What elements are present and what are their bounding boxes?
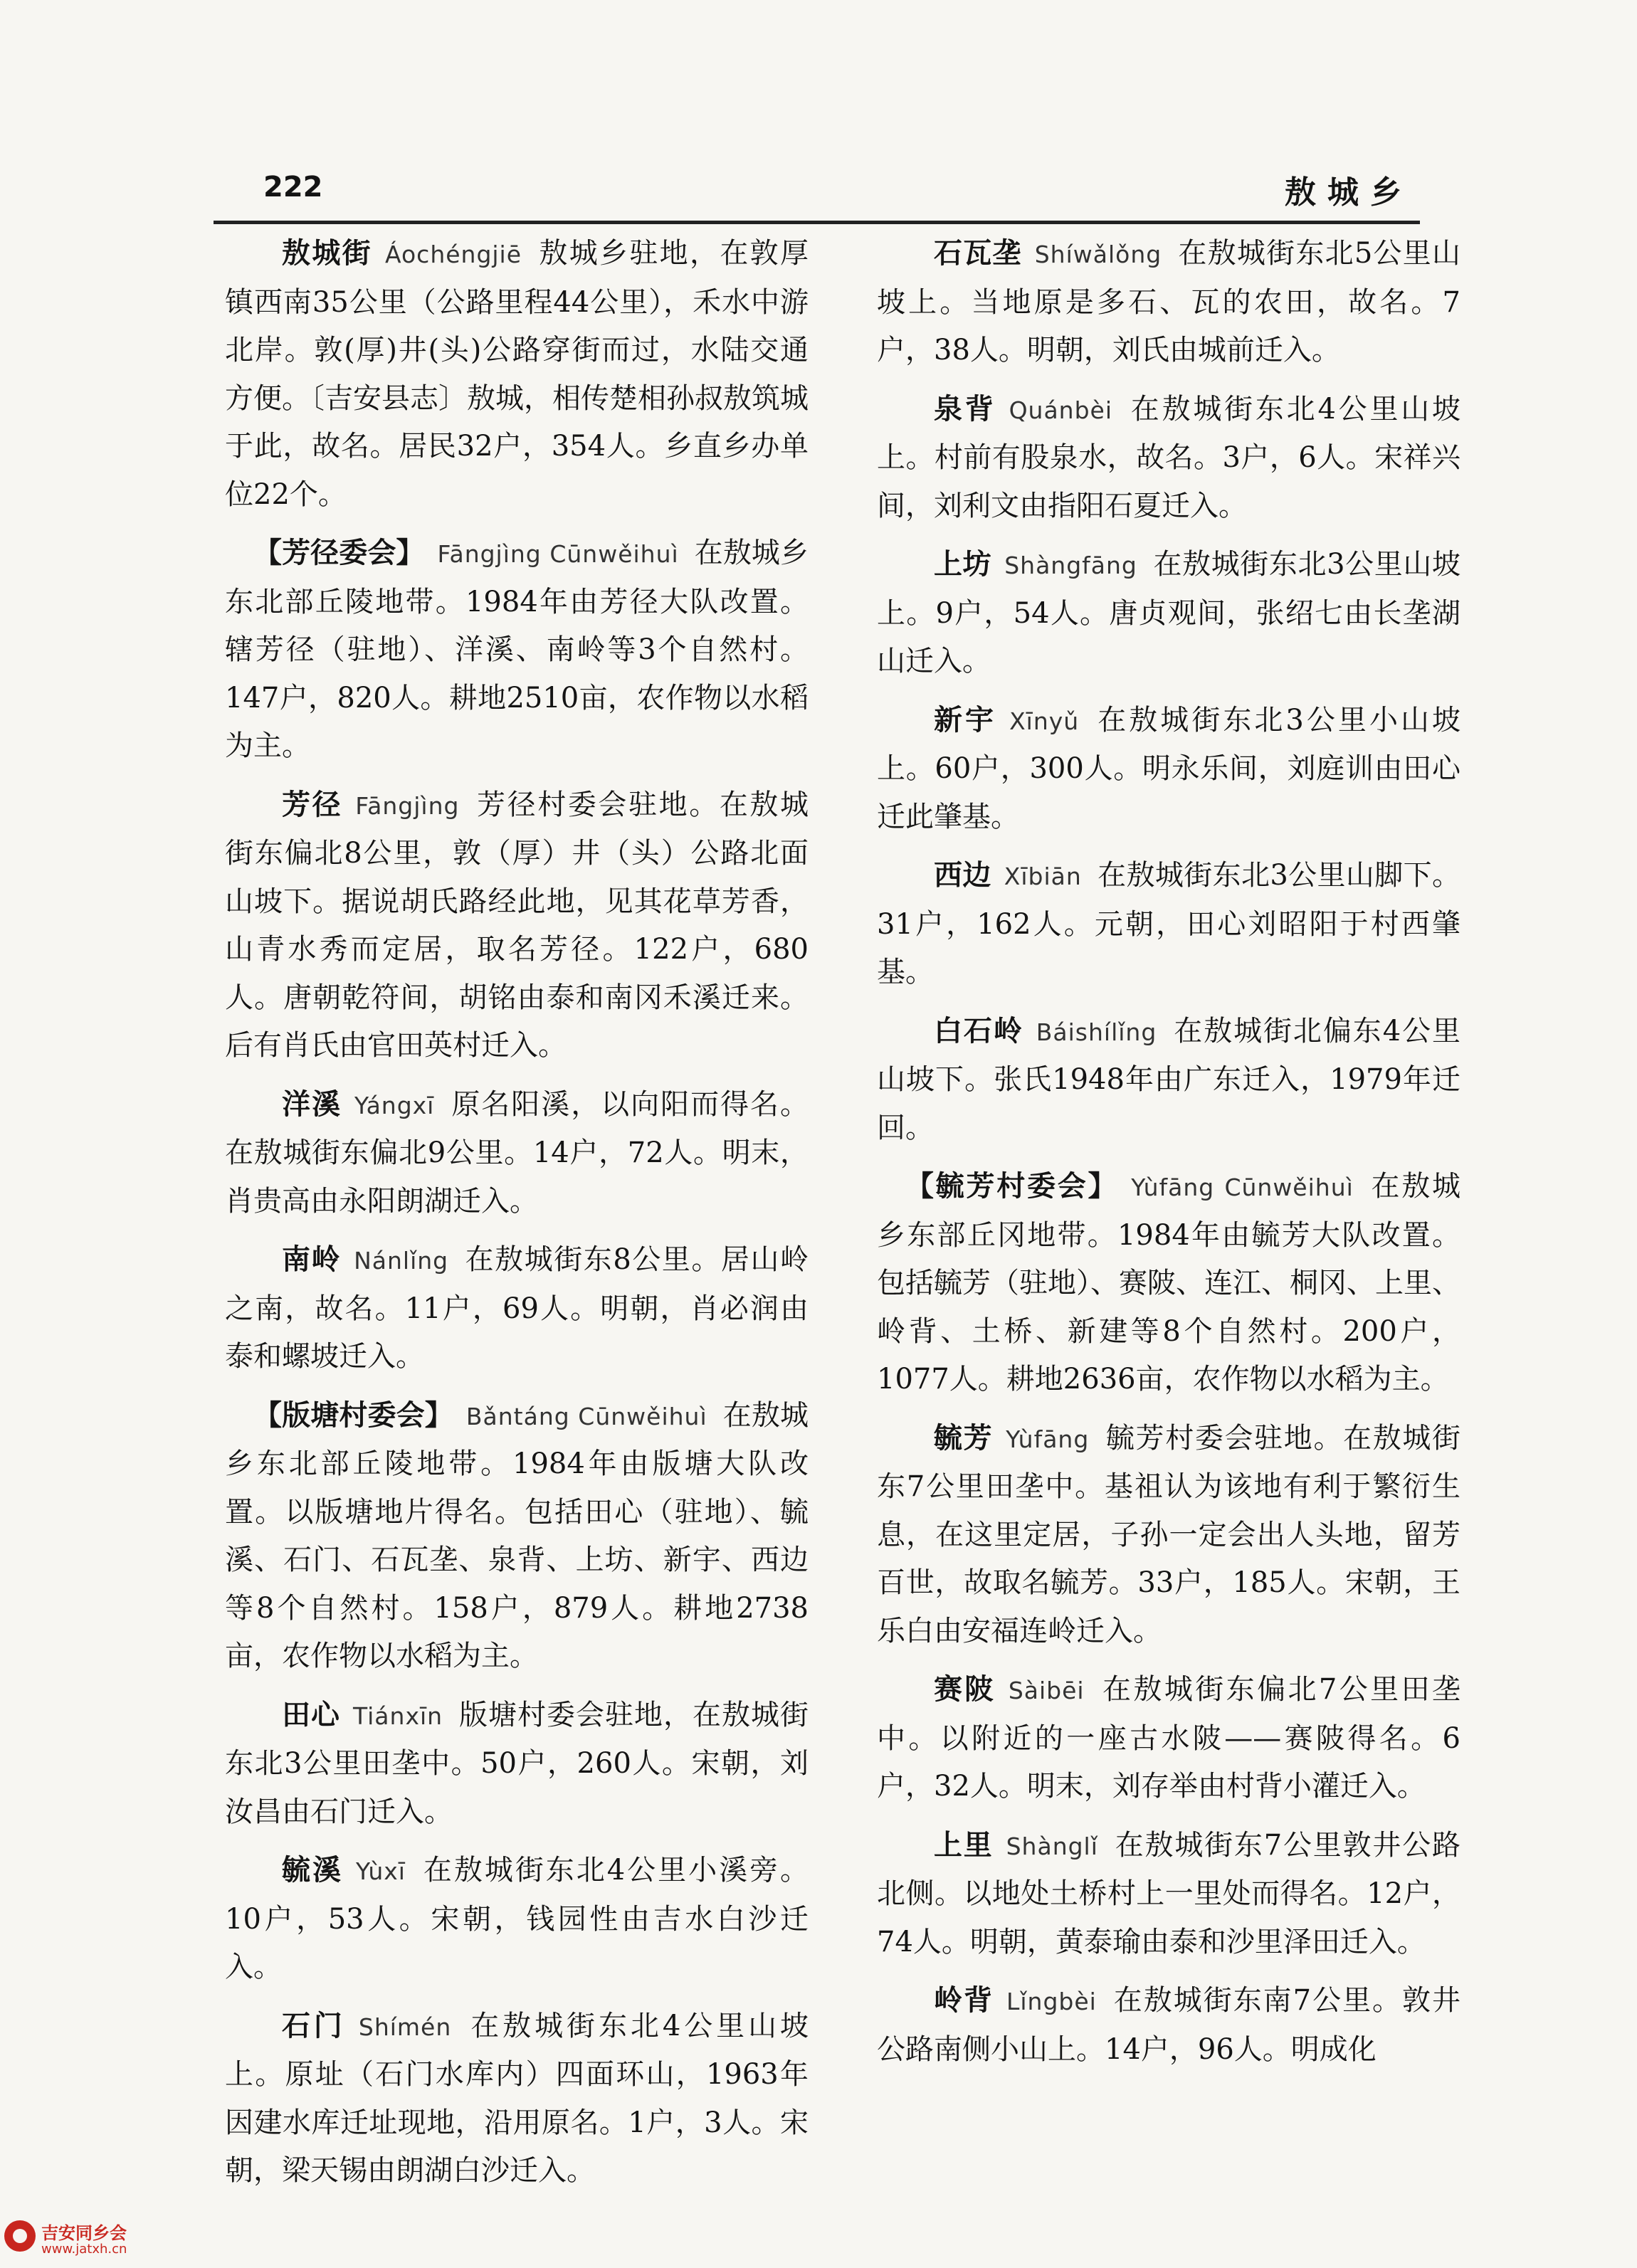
logo-text: 吉安同乡会 bbox=[41, 2223, 127, 2243]
entry-text: 在敖城街东北4公里山坡上。村前有股泉水，故名。3户，6人。宋祥兴间，刘利文由指阳石夏迁入。 bbox=[877, 392, 1461, 522]
entry-name: 新宇 bbox=[934, 702, 997, 737]
entry-text: 在敖城乡东部丘冈地带。1984年由毓芳大队改置。包括毓芳（驻地）、赛陂、连江、桐冈、上里、岭背、土桥、新建等8个自然村。200户，1077人。耕地2636亩，农作物以水稻为主。 bbox=[877, 1170, 1461, 1396]
logo-icon bbox=[4, 2220, 36, 2252]
gazetteer-entry bbox=[877, 1162, 1460, 1404]
entry-name: 石门 bbox=[282, 2008, 346, 2042]
gazetteer-entry bbox=[225, 1691, 809, 1837]
entry-name: 芳径 bbox=[282, 787, 343, 821]
entry-romanization: Shàngfāng bbox=[1004, 552, 1137, 579]
entry-romanization: Yùfāng Cūnwěihuì bbox=[1131, 1173, 1354, 1201]
entry-name: 洋溪 bbox=[282, 1087, 342, 1121]
entry-paragraph bbox=[225, 229, 809, 519]
entry-text: 芳径村委会驻地。在敖城街东偏北8公里，敦（厚）井（头）公路北面山坡下。据说胡氏路经此地，见其花草芳香，山青水秀而定居，取名芳径。122户，680人。唐朝乾符间，胡铭由泰和南冈禾溪迁来。后有肖氏由官田英村迁入。 bbox=[225, 788, 809, 1062]
entry-name: 南岭 bbox=[282, 1243, 342, 1276]
entry-name: 白石岭 bbox=[934, 1013, 1023, 1048]
entry-paragraph bbox=[877, 696, 1460, 842]
gazetteer-entry bbox=[877, 1821, 1460, 1967]
entry-romanization: Xīnyǔ bbox=[1009, 707, 1080, 735]
gazetteer-entry bbox=[225, 1846, 809, 1992]
entry-paragraph bbox=[877, 385, 1460, 531]
entry-name: 上里 bbox=[934, 1827, 994, 1862]
gazetteer-entry bbox=[877, 696, 1460, 842]
entry-paragraph bbox=[225, 1080, 809, 1226]
entry-romanization: Quánbèi bbox=[1009, 396, 1113, 424]
entry-name: 【版塘村委会】 bbox=[253, 1398, 453, 1432]
entry-paragraph bbox=[877, 1821, 1460, 1967]
entry-text: 在敖城街东北3公里山脚下。31户，162人。元朝，田心刘昭阳于村西肇基。 bbox=[877, 859, 1461, 988]
watermark-logo bbox=[4, 2219, 175, 2262]
entry-romanization: Sàibēi bbox=[1008, 1677, 1085, 1704]
entry-text: 在敖城乡东北部丘陵地带。1984年由芳径大队改置。辖芳径（驻地）、洋溪、南岭等3个自然村。147户，820人。耕地2510亩，农作物以水稻为主。 bbox=[225, 537, 809, 762]
entry-romanization: Yùxī bbox=[355, 1857, 406, 1885]
gazetteer-entry bbox=[877, 1007, 1460, 1153]
entry-paragraph bbox=[877, 1414, 1460, 1656]
entry-text: 在敖城街东8公里。居山岭之南，故名。11户，69人。明朝，肖必润由泰和螺坡迁入。 bbox=[225, 1243, 809, 1373]
entry-name: 敖城街 bbox=[282, 236, 372, 270]
gazetteer-entry bbox=[877, 1414, 1460, 1656]
running-title: 敖城乡 bbox=[1285, 174, 1413, 211]
left-column bbox=[225, 229, 809, 2205]
entry-text: 在敖城街东北5公里山坡上。当地原是多石、瓦的农田，故名。7户，38人。明朝，刘氏由城前迁入。 bbox=[877, 237, 1461, 366]
entry-romanization: Yùfāng bbox=[1006, 1425, 1090, 1453]
entry-name: 【芳径委会】 bbox=[253, 536, 425, 569]
entry-text: 在敖城街东偏北7公里田垄中。以附近的一座古水陂——赛陂得名。6户，32人。明末，刘存举由村背小灌迁入。 bbox=[877, 1673, 1460, 1803]
entry-romanization: Shímén bbox=[358, 2013, 452, 2041]
logo-url: www.jatxh.cn bbox=[41, 2242, 127, 2257]
entry-paragraph bbox=[225, 2002, 809, 2195]
gazetteer-entry bbox=[225, 1391, 809, 1681]
header-rule bbox=[214, 221, 1420, 224]
entry-romanization: Tiánxīn bbox=[353, 1702, 443, 1730]
entry-text: 版塘村委会驻地，在敖城街东北3公里田垄中。50户，260人。宋朝，刘汝昌由石门迁入。 bbox=[225, 1698, 809, 1828]
gazetteer-entry bbox=[225, 529, 809, 771]
entry-name: 【毓芳村委会】 bbox=[905, 1169, 1119, 1203]
page-number: 222 bbox=[263, 171, 323, 204]
entry-romanization: Shíwǎlǒng bbox=[1034, 241, 1162, 268]
entry-text: 原名阳溪，以向阳而得名。在敖城街东偏北9公里。14户，72人。明末，肖贵高由永阳朗湖迁入。 bbox=[225, 1087, 809, 1218]
entry-paragraph bbox=[225, 781, 809, 1070]
entry-text: 在敖城街东北3公里小山坡上。60户，300人。明永乐间，刘庭训由田心迁此肇基。 bbox=[877, 703, 1461, 833]
entry-romanization: Shànglǐ bbox=[1006, 1832, 1098, 1860]
gazetteer-entry bbox=[225, 1235, 809, 1381]
entry-romanization: Fāngjìng Cūnwěihuì bbox=[437, 540, 679, 568]
gazetteer-entry bbox=[877, 1665, 1460, 1811]
gazetteer-entry bbox=[225, 781, 809, 1070]
entry-text: 在敖城街东7公里敦井公路北侧。以地处土桥村上一里处而得名。12户，74人。明朝，黄泰瑜由泰和沙里泽田迁入。 bbox=[877, 1828, 1460, 1958]
entry-name: 石瓦垄 bbox=[934, 236, 1022, 270]
gazetteer-entry bbox=[225, 229, 809, 519]
entry-name: 赛陂 bbox=[934, 1672, 996, 1706]
entry-name: 泉背 bbox=[934, 391, 996, 426]
entry-romanization: Xībiān bbox=[1004, 863, 1082, 890]
gazetteer-entry bbox=[225, 1080, 809, 1226]
entry-romanization: Báishílǐng bbox=[1036, 1018, 1157, 1046]
gazetteer-entry bbox=[877, 229, 1460, 375]
entry-name: 西边 bbox=[934, 858, 991, 892]
entry-name: 毓溪 bbox=[282, 1853, 343, 1887]
gazetteer-entry bbox=[877, 1976, 1460, 2074]
entry-paragraph bbox=[877, 1976, 1460, 2074]
entry-text: 在敖城街东北3公里山坡上。9户，54人。唐贞观间，张绍七由长垄湖山迁入。 bbox=[877, 548, 1461, 677]
entry-name: 上坊 bbox=[934, 547, 992, 581]
entry-text: 在敖城街东南7公里。敦井公路南侧小山上。14户，96人。明成化 bbox=[877, 1984, 1461, 2066]
entry-paragraph bbox=[877, 540, 1460, 686]
entry-paragraph bbox=[225, 1391, 809, 1681]
gazetteer-entry bbox=[877, 851, 1460, 997]
entry-paragraph bbox=[877, 229, 1460, 375]
entry-text: 在敖城乡东北部丘陵地带。1984年由版塘大队改置。以版塘地片得名。包括田心（驻地）、毓溪、石门、石瓦垄、泉背、上坊、新宇、西边等8个自然村。158户，879人。耕地2738亩，农作物以水稻为主。 bbox=[225, 1398, 809, 1672]
entry-paragraph bbox=[225, 1846, 809, 1992]
entry-paragraph bbox=[225, 1691, 809, 1837]
entry-text: 在敖城街北偏东4公里山坡下。张氏1948年由广东迁入，1979年迁回。 bbox=[877, 1014, 1461, 1144]
right-column bbox=[877, 229, 1460, 2084]
gazetteer-entry bbox=[877, 540, 1460, 686]
entry-romanization: Áochéngjiē bbox=[384, 241, 522, 268]
entry-name: 田心 bbox=[282, 1697, 340, 1731]
entry-romanization: Fāngjìng bbox=[355, 791, 460, 820]
entry-paragraph bbox=[877, 851, 1460, 997]
entry-text: 在敖城街东北4公里山坡上。原址（石门水库内）四面环山，1963年因建水库迁址现地，沿用原名。1户，3人。宋朝，梁天锡由朗湖白沙迁入。 bbox=[225, 2009, 809, 2187]
entry-paragraph bbox=[225, 529, 809, 771]
entry-romanization: Nánlǐng bbox=[354, 1247, 449, 1275]
entry-romanization: Lǐngbèi bbox=[1006, 1988, 1097, 2015]
entry-text: 在敖城街东北4公里小溪旁。10户，53人。宋朝，钱园性由吉水白沙迁入。 bbox=[225, 1854, 809, 1983]
entry-name: 岭背 bbox=[934, 1983, 994, 2017]
entry-name: 毓芳 bbox=[934, 1420, 994, 1455]
entry-paragraph bbox=[225, 1235, 809, 1381]
entry-paragraph bbox=[877, 1162, 1460, 1404]
page-header bbox=[214, 165, 1420, 215]
entry-romanization: Yángxī bbox=[354, 1091, 435, 1119]
entry-text: 毓芳村委会驻地。在敖城街东7公里田垄中。基祖认为该地有利于繁衍生息，在这里定居，子孙一定会出人头地，留芳百世，故取名毓芳。33户，185人。宋朝，王乐白由安福连岭迁入。 bbox=[877, 1421, 1461, 1647]
entry-paragraph bbox=[877, 1665, 1460, 1811]
entry-text: 敖城乡驻地，在敦厚镇西南35公里（公路里程44公里），禾水中游北岸。敦(厚)井(头)公路穿街而过，水陆交通方便。〔吉安县志〕敖城，相传楚相孙叔敖筑城于此，故名。居民32户，354人。乡直乡办单位22个。 bbox=[225, 237, 809, 511]
entry-paragraph bbox=[877, 1007, 1460, 1153]
gazetteer-entry bbox=[225, 2002, 809, 2195]
entry-romanization: Bǎntáng Cūnwěihuì bbox=[465, 1402, 707, 1430]
gazetteer-entry bbox=[877, 385, 1460, 531]
